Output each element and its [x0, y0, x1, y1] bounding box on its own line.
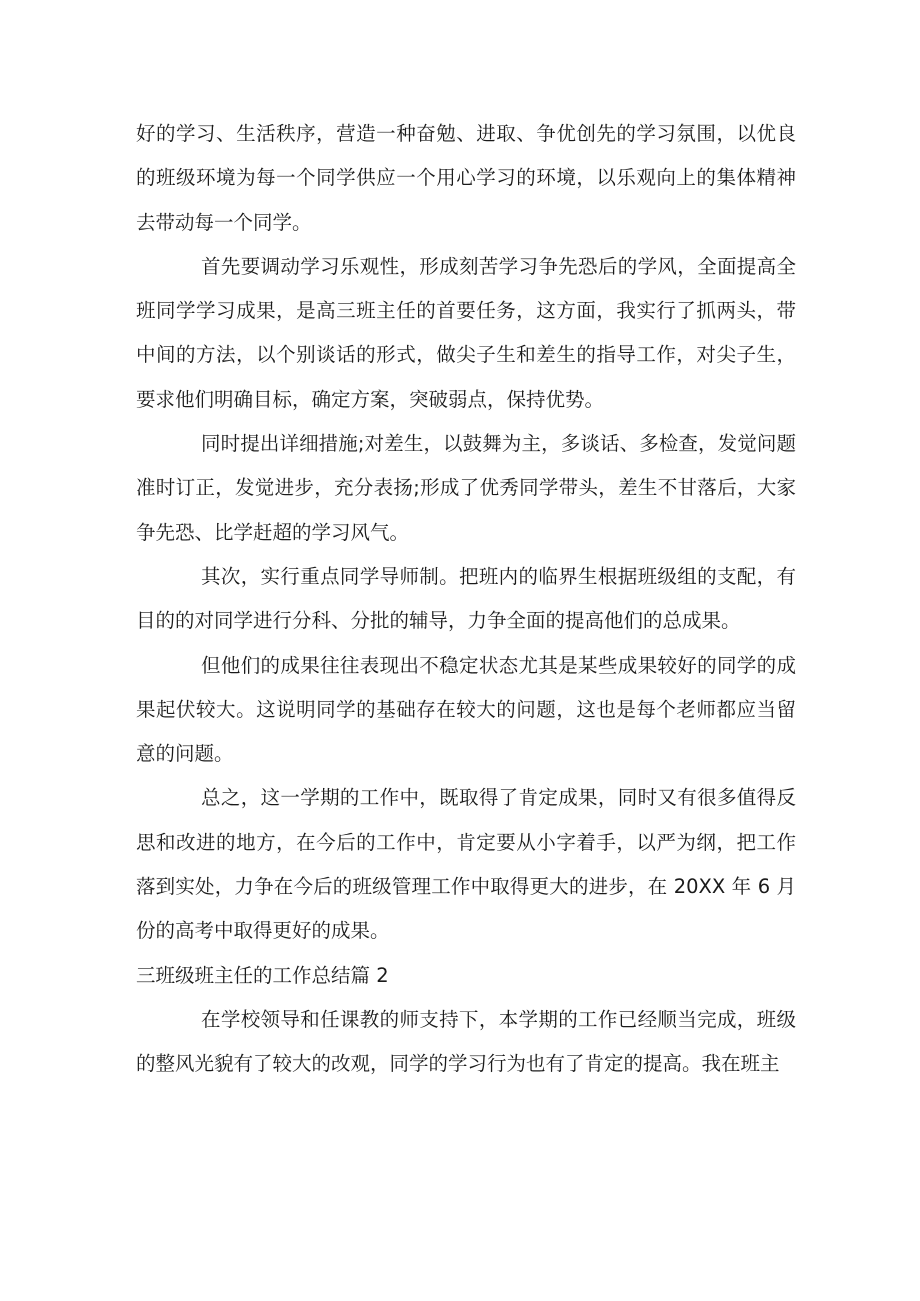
paragraph-2: 首先要调动学习乐观性，形成刻苦学习争先恐后的学风，全面提高全班同学学习成果，是高三班主任的首要任务，这方面，我实行了抓两头，带中间的方法，以个别谈话的形式，做尖子生和差生的指导工作，对尖子生，要求他们明确目标，确定方案，突破弱点，保持优势。: [136, 254, 796, 411]
paragraph-4: 其次，实行重点同学导师制。把班内的临界生根据班级组的支配，有目的的对同学进行分科、分批的辅导，力争全面的提高他们的总成果。: [136, 564, 796, 633]
document-body: [136, 112, 796, 1087]
section-heading: 三班级班主任的工作总结篇 2: [136, 963, 389, 987]
paragraph-1: 好的学习、生活秩序，营造一种奋勉、进取、争优创先的学习氛围，以优良的班级环境为每一个同学供应一个用心学习的环境，以乐观向上的集体精神去带动每一个同学。: [136, 122, 796, 234]
paragraph-5: 但他们的成果往往表现出不稳定状态尤其是某些成果较好的同学的成果起伏较大。这说明同学的基础存在较大的问题，这也是每个老师都应当留意的问题。: [136, 653, 796, 766]
paragraph-7: 在学校领导和任课教的师支持下，本学期的工作已经顺当完成，班级的整风光貌有了较大的改观，同学的学习行为也有了肯定的提高。我在班主: [136, 1007, 796, 1076]
paragraph-6: 总之，这一学期的工作中，既取得了肯定成果，同时又有很多值得反思和改进的地方，在今后的工作中，肯定要从小字着手，以严为纲，把工作落到实处，力争在今后的班级管理工作中取得更大的进步，在 20XX 年 6 月份的高考中取得更好的成果。: [136, 786, 796, 943]
paragraph-3: 同时提出详细措施;对差生，以鼓舞为主，多谈话、多检查，发觉问题准时订正，发觉进步，充分表扬;形成了优秀同学带头，差生不甘落后，大家争先恐、比学赶超的学习风气。: [136, 432, 796, 544]
